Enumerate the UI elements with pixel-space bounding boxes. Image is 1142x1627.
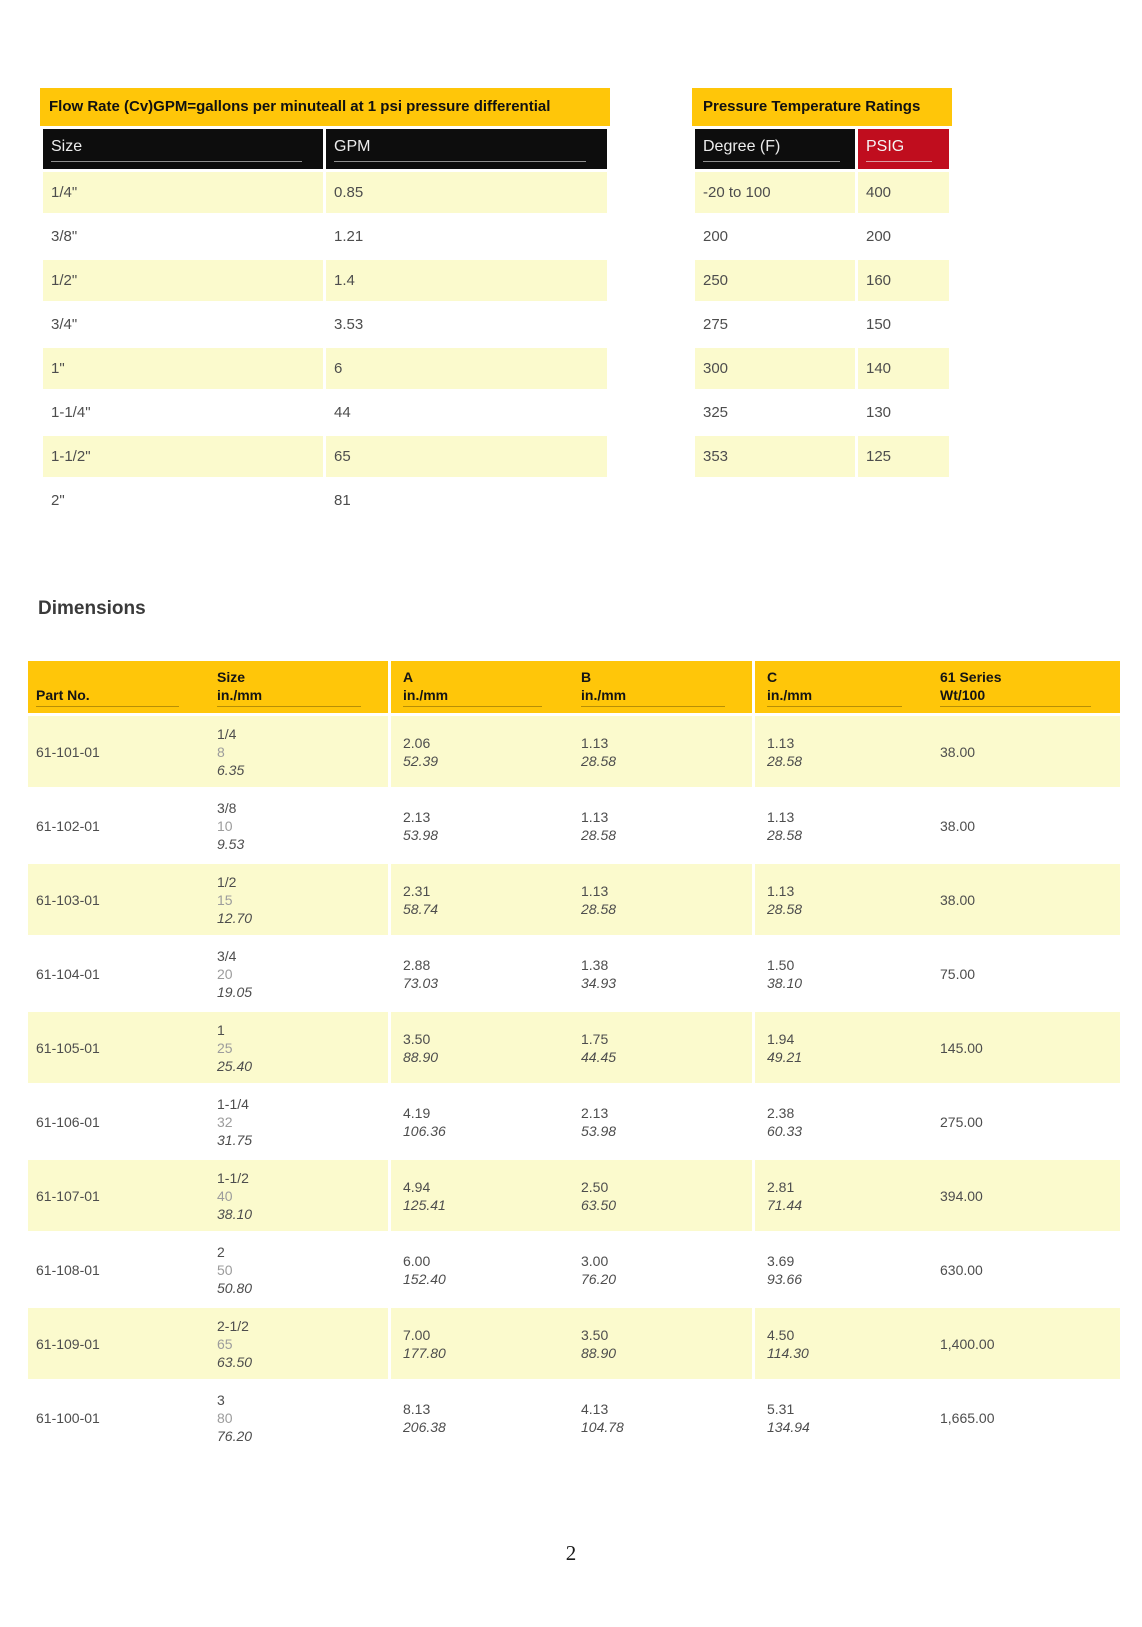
dims-c-mm: 134.94 [767,1418,810,1435]
pressure-table-row [695,172,949,213]
flow-gpm-cell: 65 [334,448,351,465]
dims-size-dn: 65 [217,1335,233,1352]
dims-part-cell: 61-105-01 [36,1039,100,1056]
dims-col-header-size [206,661,388,713]
pressure-psig-cell: 400 [866,184,892,201]
dims-b-cell [569,1012,752,1083]
pressure-psig-cell: 200 [866,228,892,245]
pressure-temperature-table [692,126,952,480]
flow-rate-table-title: Flow Rate (Cv)GPM=gallons per minuteall at 1 psi pressure differential [40,88,610,126]
dims-part-cell: 61-104-01 [36,965,100,982]
dims-col-header-b [569,661,752,713]
dims-c-cell [752,1012,928,1083]
flow-gpm-cell: 81 [334,492,351,509]
dims-c-cell [752,1086,928,1157]
dimensions-table [28,658,1120,1456]
dims-col-header-a-label[interactable]: in./mm [403,686,542,707]
dims-size-dn: 15 [217,891,233,908]
flow-table-row [43,480,607,521]
dims-b-inch: 1.13 [581,734,609,751]
flow-size-cell: 1/2" [51,272,78,289]
dims-size-mm: 76.20 [217,1427,253,1444]
dims-b-mm: 34.93 [581,974,617,991]
dims-c-cell [752,1160,928,1231]
flow-col-header-size [43,129,323,169]
pressure-table-row [695,436,949,477]
dims-size-inch: 3 [217,1391,225,1408]
dims-size-inch: 1-1/2 [217,1169,249,1186]
dims-part-cell: 61-107-01 [36,1187,100,1204]
flow-gpm-cell: 44 [334,404,351,421]
dims-col-header-wt [928,661,1120,713]
pressure-degree-cell: 300 [703,360,729,377]
dims-c-cell [752,1308,928,1379]
dims-c-inch: 3.69 [767,1252,795,1269]
dims-b-cell [569,1160,752,1231]
dims-b-cell [569,716,752,787]
dims-a-mm: 152.40 [403,1270,446,1287]
dims-b-inch: 3.00 [581,1252,609,1269]
dims-col-header-wt-top: 61 Series [940,669,1002,685]
dims-c-inch: 5.31 [767,1400,795,1417]
dims-c-inch: 1.94 [767,1030,795,1047]
dims-size-inch: 1/4 [217,725,237,742]
dimensions-table-row [28,864,1120,935]
pressure-degree-cell: 250 [703,272,729,289]
dimensions-table-row [28,1234,1120,1305]
dims-col-header-c-label[interactable]: in./mm [767,686,902,707]
pressure-psig-cell: 160 [866,272,892,289]
flow-gpm-cell: 1.4 [334,272,355,289]
pressure-header-row [695,129,949,169]
flow-size-cell: 1/4" [51,184,78,201]
flow-size-cell: 1" [51,360,65,377]
dims-c-cell [752,1382,928,1453]
dims-a-inch: 2.88 [403,956,431,973]
dims-c-inch: 4.50 [767,1326,795,1343]
flow-gpm-cell: 3.53 [334,316,364,333]
dims-b-cell [569,1234,752,1305]
dims-size-cell [206,1012,388,1083]
dims-c-inch: 1.13 [767,808,795,825]
dims-a-cell [388,1308,569,1379]
dims-size-dn: 25 [217,1039,233,1056]
dimensions-table-row [28,1160,1120,1231]
pressure-psig-cell: 125 [866,448,892,465]
dimensions-table-row [28,1308,1120,1379]
dims-part-cell: 61-109-01 [36,1335,100,1352]
flow-gpm-cell: 0.85 [334,184,364,201]
pressure-col-header-degree-label[interactable]: Degree (F) [703,138,840,162]
dims-col-header-wt-label[interactable]: Wt/100 [940,686,1091,707]
dims-a-cell [388,790,569,861]
dims-size-cell [206,864,388,935]
dims-size-mm: 6.35 [217,761,245,778]
dims-b-mm: 28.58 [581,900,617,917]
flow-gpm-cell: 1.21 [334,228,364,245]
dims-b-mm: 63.50 [581,1196,617,1213]
dims-col-header-a-top: A [403,669,414,685]
dims-a-cell [388,864,569,935]
dims-b-inch: 1.38 [581,956,609,973]
dims-a-cell [388,1234,569,1305]
dims-b-cell [569,938,752,1009]
dims-size-inch: 2 [217,1243,225,1260]
dims-a-inch: 4.19 [403,1104,431,1121]
dims-part-cell: 61-101-01 [36,743,100,760]
dims-b-mm: 53.98 [581,1122,617,1139]
dims-size-dn: 50 [217,1261,233,1278]
dims-wt-cell: 394.00 [940,1187,983,1204]
dims-b-cell [569,790,752,861]
dims-b-cell [569,1086,752,1157]
flow-table-row [43,260,607,301]
dims-size-inch: 2-1/2 [217,1317,249,1334]
dims-wt-cell: 38.00 [940,743,976,760]
dims-size-dn: 40 [217,1187,233,1204]
dims-b-mm: 28.58 [581,826,617,843]
dims-col-header-c [752,661,928,713]
dims-a-cell [388,716,569,787]
flow-table-row [43,348,607,389]
dims-wt-cell: 1,665.00 [940,1409,995,1426]
dims-b-mm: 28.58 [581,752,617,769]
flow-size-cell: 1-1/2" [51,448,91,465]
dims-size-inch: 1 [217,1021,225,1038]
dims-col-header-part-label[interactable]: Part No. [36,686,179,707]
dims-a-mm: 52.39 [403,752,439,769]
dims-a-mm: 73.03 [403,974,439,991]
dims-c-mm: 28.58 [767,826,803,843]
dimensions-section [28,658,1120,1456]
dims-size-cell [206,1234,388,1305]
dims-c-mm: 71.44 [767,1196,803,1213]
flow-gpm-cell: 6 [334,360,343,377]
dims-a-inch: 2.13 [403,808,431,825]
dims-size-inch: 1-1/4 [217,1095,249,1112]
dims-b-cell [569,864,752,935]
pressure-col-header-psig-label[interactable]: PSIG [866,138,932,162]
dims-size-dn: 10 [217,817,233,834]
pressure-col-header-degree [695,129,855,169]
pressure-degree-cell: 325 [703,404,729,421]
dims-wt-cell: 145.00 [940,1039,983,1056]
dims-size-inch: 1/2 [217,873,237,890]
dims-size-mm: 31.75 [217,1131,253,1148]
pressure-psig-cell: 130 [866,404,892,421]
dims-b-inch: 3.50 [581,1326,609,1343]
dims-a-mm: 106.36 [403,1122,446,1139]
dims-c-mm: 49.21 [767,1048,803,1065]
pressure-table-row [695,304,949,345]
pressure-table-row [695,260,949,301]
dims-a-cell [388,1086,569,1157]
dims-size-dn: 32 [217,1113,233,1130]
dims-part-cell: 61-100-01 [36,1409,100,1426]
dims-size-cell [206,1308,388,1379]
dims-a-mm: 53.98 [403,826,439,843]
dims-a-inch: 8.13 [403,1400,431,1417]
dims-c-inch: 2.81 [767,1178,795,1195]
pressure-temperature-section [692,88,952,480]
dims-c-inch: 1.50 [767,956,795,973]
dims-size-mm: 19.05 [217,983,253,1000]
dims-c-cell [752,790,928,861]
dimensions-heading: Dimensions [38,598,146,619]
dims-size-inch: 3/8 [217,799,237,816]
dims-wt-cell: 275.00 [940,1113,983,1130]
flow-table-row [43,216,607,257]
dimensions-table-row [28,938,1120,1009]
dims-wt-cell: 630.00 [940,1261,983,1278]
dims-col-header-size-top: Size [217,669,246,685]
dims-part-cell: 61-108-01 [36,1261,100,1278]
dims-c-mm: 60.33 [767,1122,803,1139]
dims-part-cell: 61-106-01 [36,1113,100,1130]
dims-size-dn: 8 [217,743,225,760]
dims-b-cell [569,1382,752,1453]
dims-c-mm: 38.10 [767,974,803,991]
dims-b-mm: 88.90 [581,1344,617,1361]
dims-a-mm: 58.74 [403,900,439,917]
dims-col-header-part [28,661,206,713]
dims-size-cell [206,790,388,861]
dims-a-inch: 2.06 [403,734,431,751]
dims-size-mm: 63.50 [217,1353,253,1370]
dims-c-cell [752,938,928,1009]
dims-b-mm: 44.45 [581,1048,617,1065]
dims-size-mm: 12.70 [217,909,253,926]
dims-a-inch: 7.00 [403,1326,431,1343]
dims-col-header-a [388,661,569,713]
dims-c-inch: 1.13 [767,734,795,751]
dims-col-header-size-label[interactable]: in./mm [217,686,361,707]
flow-table-row [43,172,607,213]
dims-size-cell [206,938,388,1009]
flow-header-row [43,129,607,169]
dims-a-inch: 6.00 [403,1252,431,1269]
dims-wt-cell: 75.00 [940,965,976,982]
flow-col-header-size-label[interactable]: Size [51,138,302,162]
dims-size-cell [206,1160,388,1231]
dims-b-mm: 104.78 [581,1418,624,1435]
dims-size-cell [206,1382,388,1453]
flow-size-cell: 2" [51,492,65,509]
dims-a-mm: 88.90 [403,1048,439,1065]
flow-table-row [43,436,607,477]
pressure-degree-cell: 200 [703,228,729,245]
flow-col-header-gpm-label[interactable]: GPM [334,138,586,162]
dims-part-cell: 61-103-01 [36,891,100,908]
dims-a-mm: 206.38 [403,1418,446,1435]
dims-a-inch: 2.31 [403,882,431,899]
pressure-degree-cell: 275 [703,316,729,333]
dims-a-inch: 4.94 [403,1178,431,1195]
dims-a-mm: 125.41 [403,1196,446,1213]
dims-b-inch: 1.75 [581,1030,609,1047]
dims-size-mm: 38.10 [217,1205,253,1222]
dimensions-table-row [28,1086,1120,1157]
dims-part-cell: 61-102-01 [36,817,100,834]
pressure-table-row [695,348,949,389]
dims-size-mm: 9.53 [217,835,245,852]
flow-size-cell: 1-1/4" [51,404,91,421]
dims-size-cell [206,716,388,787]
dims-wt-cell: 38.00 [940,891,976,908]
flow-table-row [43,392,607,433]
dims-a-mm: 177.80 [403,1344,446,1361]
pressure-table-row [695,392,949,433]
flow-size-cell: 3/8" [51,228,78,245]
dims-b-inch: 2.50 [581,1178,609,1195]
pressure-table-title: Pressure Temperature Ratings [692,88,952,126]
pressure-col-header-psig [858,129,949,169]
dims-size-dn: 80 [217,1409,233,1426]
dims-size-cell [206,1086,388,1157]
dims-b-inch: 4.13 [581,1400,609,1417]
dims-c-inch: 2.38 [767,1104,795,1121]
dims-c-inch: 1.13 [767,882,795,899]
flow-rate-table [40,126,610,524]
flow-rate-section [40,88,610,524]
dims-col-header-b-top: B [581,669,592,685]
dimensions-table-row [28,716,1120,787]
dims-size-dn: 20 [217,965,233,982]
dims-c-cell [752,1234,928,1305]
dims-a-cell [388,938,569,1009]
flow-table-row [43,304,607,345]
dims-c-mm: 28.58 [767,752,803,769]
dimensions-table-row [28,790,1120,861]
dims-a-inch: 3.50 [403,1030,431,1047]
dims-c-mm: 93.66 [767,1270,803,1287]
flow-size-cell: 3/4" [51,316,78,333]
page-number: 2 [565,1541,577,1565]
pressure-psig-cell: 140 [866,360,892,377]
dims-c-mm: 28.58 [767,900,803,917]
dims-a-cell [388,1012,569,1083]
dims-wt-cell: 1,400.00 [940,1335,995,1352]
dims-size-mm: 25.40 [217,1057,253,1074]
pressure-degree-cell: 353 [703,448,729,465]
dims-a-cell [388,1382,569,1453]
dims-col-header-b-label[interactable]: in./mm [581,686,725,707]
dims-wt-cell: 38.00 [940,817,976,834]
dims-b-mm: 76.20 [581,1270,617,1287]
flow-col-header-gpm [326,129,607,169]
dimensions-table-row [28,1012,1120,1083]
dims-size-mm: 50.80 [217,1279,253,1296]
dims-c-mm: 114.30 [767,1344,809,1361]
pressure-psig-cell: 150 [866,316,892,333]
dims-size-inch: 3/4 [217,947,237,964]
dimensions-header-row [28,661,1120,713]
pressure-table-row [695,216,949,257]
dims-b-inch: 1.13 [581,808,609,825]
dims-col-header-c-top: C [767,669,778,685]
dims-c-cell [752,864,928,935]
dims-b-inch: 1.13 [581,882,609,899]
dimensions-table-row [28,1382,1120,1453]
dims-c-cell [752,716,928,787]
dims-b-cell [569,1308,752,1379]
dims-a-cell [388,1160,569,1231]
pressure-degree-cell: -20 to 100 [703,184,771,201]
dims-b-inch: 2.13 [581,1104,609,1121]
